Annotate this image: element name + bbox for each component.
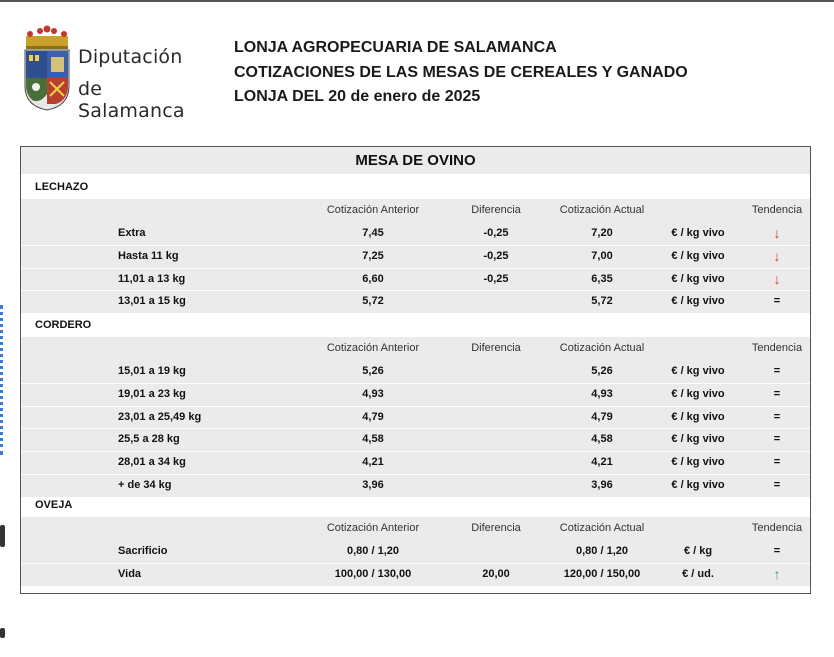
equal-icon: = [773,410,781,423]
row-label: 25,5 a 28 kg [118,433,180,446]
current-price: 4,79 [591,410,613,423]
row-label: 13,01 a 15 kg [118,295,186,308]
down-arrow-icon: ↓ [773,225,781,241]
column-header-anterior: Cotización Anterior [326,522,420,534]
price-difference: -0,25 [483,272,509,285]
price-unit: € / kg vivo [671,387,725,400]
logo-line1: Diputación [78,46,183,68]
current-price: 6,35 [591,272,613,285]
header-line3: LONJA DEL 20 de enero de 2025 [234,88,481,105]
row-label: 15,01 a 19 kg [118,365,186,377]
price-unit: € / kg [683,545,713,557]
row-label: + de 34 kg [118,479,172,491]
previous-price: 5,72 [362,295,384,308]
up-arrow-icon: ↑ [773,565,781,582]
previous-price: 0,80 / 1,20 [347,545,399,557]
previous-price: 4,21 [362,456,384,469]
equal-icon: = [773,433,781,446]
row-label: 23,01 a 25,49 kg [118,410,202,423]
column-header-anterior: Cotización Anterior [326,204,420,216]
column-header-diferencia: Diferencia [471,342,521,354]
price-unit: € / kg vivo [671,272,725,285]
column-header-actual: Cotización Actual [559,204,645,216]
logo-line2: de Salamanca [78,78,185,122]
previous-price: 100,00 / 130,00 [334,567,412,580]
header-line1: LONJA AGROPECUARIA DE SALAMANCA [234,39,557,56]
price-unit: € / kg vivo [671,433,725,446]
group-label: CORDERO [35,319,92,331]
price-unit: € / kg vivo [671,410,725,423]
equal-icon: = [773,295,781,308]
margin-mark [0,628,5,638]
price-unit: € / kg vivo [671,365,725,377]
table-title: MESA DE OVINO [21,147,810,174]
current-price: 4,21 [591,456,613,469]
current-price: 120,00 / 150,00 [563,567,641,580]
equal-icon: = [773,479,781,491]
row-label: Extra [118,227,146,239]
price-unit: € / kg vivo [671,479,725,491]
row-label: 28,01 a 34 kg [118,456,186,469]
row-label: Sacrificio [118,545,168,557]
coat-of-arms-icon [20,24,74,112]
row-label: Hasta 11 kg [118,249,179,262]
equal-icon: = [773,545,781,557]
margin-mark [0,525,5,547]
column-header-tendencia: Tendencia [751,522,803,534]
current-price: 7,00 [591,249,613,262]
equal-icon: = [773,456,781,469]
ovino-price-table [20,146,811,594]
current-price: 3,96 [591,479,613,491]
price-unit: € / kg vivo [671,456,725,469]
down-arrow-icon: ↓ [773,247,781,264]
row-label: 11,01 a 13 kg [118,272,186,285]
price-difference: -0,25 [483,227,509,239]
previous-price: 4,93 [362,387,384,400]
price-difference: -0,25 [483,249,509,262]
price-unit: € / kg vivo [671,249,725,262]
diputacion-logo [20,24,210,122]
current-price: 4,58 [591,433,613,446]
current-price: 4,93 [591,387,613,400]
document-header [234,36,688,110]
current-price: 5,26 [591,365,613,377]
column-header-tendencia: Tendencia [751,204,803,216]
previous-price: 7,45 [362,227,384,239]
down-arrow-icon: ↓ [773,270,781,287]
column-header-actual: Cotización Actual [559,342,645,354]
current-price: 5,72 [591,295,613,308]
header-line2: COTIZACIONES DE LAS MESAS DE CEREALES Y GANADO [234,63,688,81]
previous-price: 4,58 [362,433,384,446]
margin-mark [0,305,7,455]
column-header-diferencia: Diferencia [471,204,521,216]
price-difference: 20,00 [482,567,510,580]
row-label: 19,01 a 23 kg [118,387,186,400]
previous-price: 3,96 [362,479,384,491]
price-unit: € / ud. [682,567,714,580]
price-unit: € / kg vivo [671,227,725,239]
equal-icon: = [773,387,781,400]
previous-price: 6,60 [362,272,384,285]
group-label: OVEJA [35,499,73,511]
previous-price: 5,26 [362,365,384,377]
previous-price: 4,79 [362,410,384,423]
column-header-tendencia: Tendencia [751,342,803,354]
column-header-diferencia: Diferencia [471,522,521,534]
price-unit: € / kg vivo [671,295,725,308]
current-price: 7,20 [591,227,613,239]
column-header-anterior: Cotización Anterior [326,342,420,354]
column-header-actual: Cotización Actual [559,522,645,534]
equal-icon: = [773,365,781,377]
top-border-line [0,0,834,2]
group-label: LECHAZO [35,181,89,193]
previous-price: 7,25 [362,249,384,262]
row-label: Vida [118,567,142,580]
current-price: 0,80 / 1,20 [576,545,628,557]
